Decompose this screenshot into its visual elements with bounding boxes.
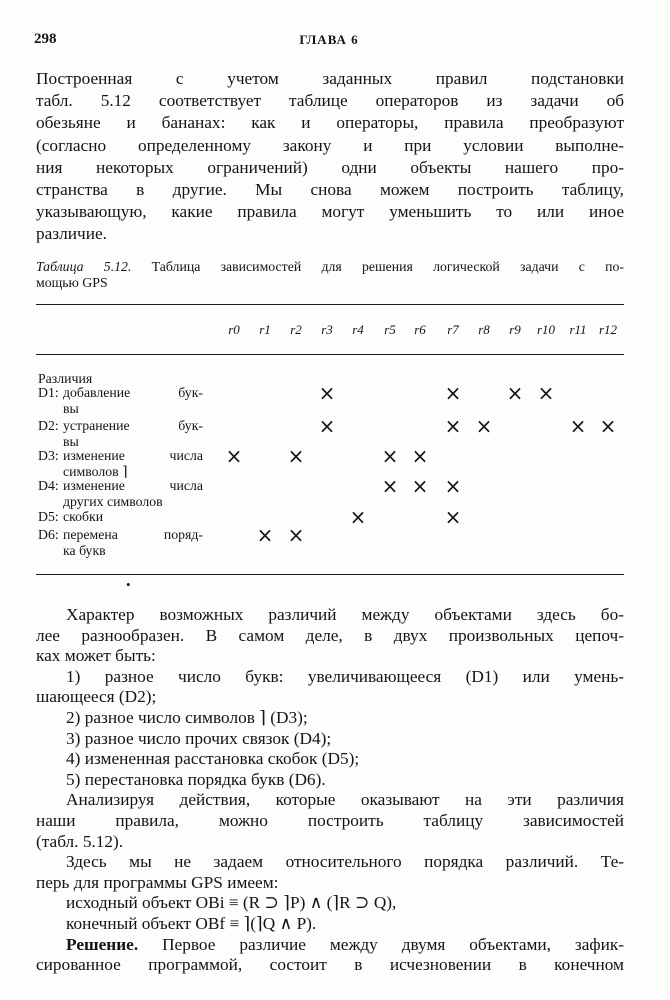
dependency-mark: × (569, 414, 587, 438)
difference-desc-cont: вы (63, 400, 79, 416)
text-line: сированное программой, состоит в исчезновении в конечном (36, 955, 624, 975)
column-header: r9 (509, 322, 521, 337)
solution-label: Решение. (66, 934, 139, 954)
table-header-rule (36, 354, 624, 355)
column-header: r2 (290, 322, 302, 337)
dependency-mark: × (256, 523, 274, 547)
chapter-title: ГЛАВА 6 (299, 32, 359, 47)
dependency-mark: × (318, 381, 336, 405)
body-text (36, 605, 624, 976)
text-line: табл. 5.12 соответствует таблице операторов из задачи об (36, 91, 624, 111)
dependency-mark: × (444, 474, 462, 498)
text-line: лее разнообразен. В самом деле, в двух произвольных цепоч- (36, 625, 624, 645)
dependency-mark: × (381, 444, 399, 468)
table-bottom-rule (36, 574, 624, 575)
dependency-mark: × (381, 474, 399, 498)
formula-initial: исходный объект OBi ≡ (R ⊃ ⌉P) ∧ (⌉R ⊃ Q), (66, 893, 397, 913)
dependency-mark: × (287, 523, 305, 547)
text-line: странства в другие. Мы снова можем построить таблицу, (36, 180, 624, 200)
dependency-mark: × (537, 381, 555, 405)
difference-desc-cont: вы (63, 433, 79, 449)
dependency-mark: × (444, 505, 462, 529)
difference-desc: устранение бук- (63, 418, 203, 433)
column-header: r5 (384, 322, 396, 337)
dependency-mark: × (506, 381, 524, 405)
difference-code: D2: (38, 418, 59, 433)
column-header: r1 (259, 322, 271, 337)
table-top-rule (36, 304, 624, 305)
difference-row-label (38, 478, 203, 509)
list-item: шающееся (D2); (36, 687, 157, 707)
column-header: r7 (447, 322, 459, 337)
dependency-mark: × (411, 444, 429, 468)
dependency-mark: × (225, 444, 243, 468)
caption-text: Таблица зависимостей для решения логической задачи с по- (151, 259, 624, 274)
difference-code: D6: (38, 527, 59, 542)
text-line: ках может быть: (36, 646, 156, 666)
text-line: Характер возможных различий между объектами здесь бо- (66, 605, 624, 624)
column-header: r11 (569, 322, 587, 337)
dependency-mark: × (444, 414, 462, 438)
solution-text: Первое различие между двумя объектами, зафик- (162, 934, 624, 954)
text-line: Построенная с учетом заданных правил подстановки (36, 69, 624, 88)
caption-text-2: мощью GPS (36, 275, 108, 290)
solution-line (36, 935, 624, 956)
list-item: 1) разное число букв: увеличивающееся (D1) или умень- (66, 666, 624, 686)
dependency-mark: × (599, 414, 617, 438)
list-item: 2) разное число символов ⌉ (D3); (66, 707, 308, 727)
stray-dot: • (126, 577, 131, 592)
list-item: 3) разное число прочих связок (D4); (66, 728, 332, 748)
difference-desc: добавление бук- (63, 385, 203, 400)
difference-desc: перемена поряд- (63, 527, 203, 542)
difference-row-label (38, 385, 203, 416)
difference-row-label (38, 509, 203, 525)
column-header: r6 (414, 322, 426, 337)
text-line: обезьяне и бананах: как и операторы, правила преобразуют (36, 113, 624, 133)
column-header: r12 (598, 322, 618, 337)
difference-desc: изменение числа (63, 478, 203, 493)
text-line: (согласно определенному закону и при условии выполне- (36, 135, 624, 155)
page-header (34, 31, 624, 51)
dependency-mark: × (318, 414, 336, 438)
text-line: Анализируя действия, которые оказывают на эти различия (66, 790, 624, 810)
column-header: r10 (536, 322, 556, 337)
formula-final: конечный объект OBf ≡ ⌉(⌉Q ∧ P). (66, 913, 317, 933)
dependency-mark: × (475, 414, 493, 438)
text-line: наши правила, можно построить таблицу зависимостей (36, 810, 624, 830)
column-header: r4 (352, 322, 364, 337)
intro-paragraph (36, 68, 624, 246)
difference-code: D4: (38, 478, 59, 493)
difference-code: D5: (38, 509, 59, 524)
difference-code: D1: (38, 385, 59, 400)
list-item: 5) перестановка порядка букв (D6). (66, 769, 326, 789)
difference-row-label (38, 448, 203, 479)
text-line: указывающую, какие правила могут уменьшить то или иное (36, 202, 624, 222)
dependency-mark: × (444, 381, 462, 405)
difference-desc: скобки (63, 509, 104, 524)
column-header: r8 (478, 322, 490, 337)
caption-label: Таблица 5.12. (36, 259, 132, 274)
dependency-mark: × (349, 505, 367, 529)
column-header: r3 (321, 322, 333, 337)
table-caption (36, 259, 624, 291)
list-item: 4) измененная расстановка скобок (D5); (66, 749, 360, 769)
dependency-mark: × (287, 444, 305, 468)
text-line: перь для программы GPS имеем: (36, 872, 279, 892)
difference-desc-cont: ка букв (63, 542, 106, 558)
text-line: ния некоторых ограничений) одни объекты нашего про- (36, 157, 624, 177)
text-line: (табл. 5.12). (36, 831, 124, 851)
difference-row-label (38, 418, 203, 449)
difference-desc-cont: символов ⌉ (63, 463, 128, 479)
page-number: 298 (34, 31, 57, 47)
dependency-mark: × (411, 474, 429, 498)
text-line: Здесь мы не задаем относительного порядка различий. Те- (66, 852, 624, 872)
difference-desc: изменение числа (63, 448, 203, 463)
text-line: различие. (36, 224, 107, 244)
column-header: r0 (228, 322, 240, 337)
difference-desc-cont: других символов (63, 493, 163, 509)
differences-title: Различия (38, 371, 93, 386)
difference-code: D3: (38, 448, 59, 463)
difference-row-label (38, 527, 203, 558)
